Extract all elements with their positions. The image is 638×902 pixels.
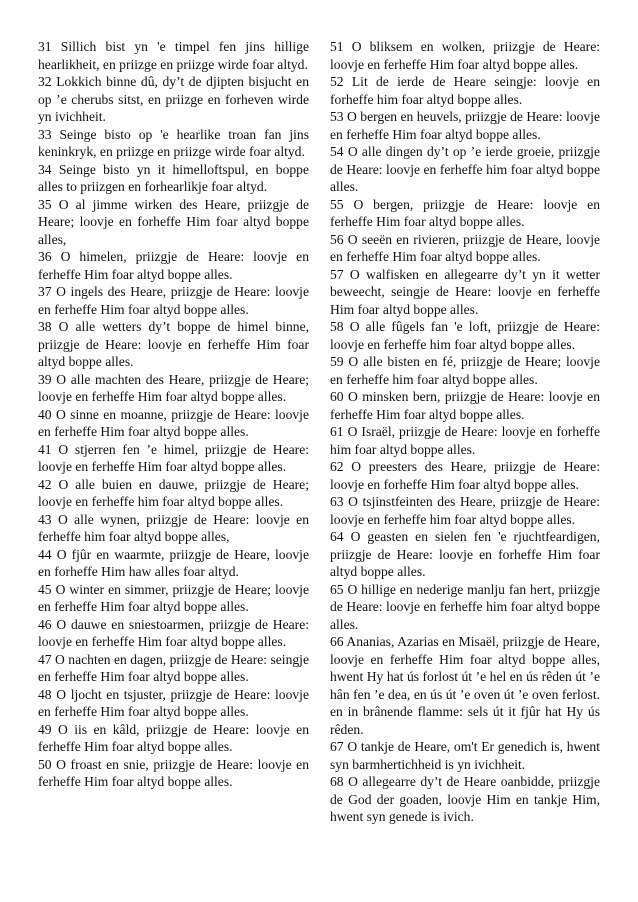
verse-31: 31 Sillich bist yn 'e timpel fen jins hillige hearlikheit, en priizge en priizge wirde foar altyd. xyxy=(38,39,309,72)
verse-54: 54 O alle dingen dy’t op ’e ierde groeie, priizgje de Heare: loovje en ferheffe him foar altyd boppe alles. xyxy=(330,144,600,194)
verse-64: 64 O geasten en sielen fen 'e rjuchtfeardigen, priizgje de Heare: loovje en forheffe Him foar altyd boppe alles. xyxy=(330,529,600,579)
verse-46: 46 O dauwe en sniestoarmen, priizgje de Heare: loovje en ferheffe Him foar altyd boppe alles. xyxy=(38,616,309,649)
verse-39: 39 O alle machten des Heare, priizgje de Heare; loovje en ferheffe Him foar altyd boppe alles. xyxy=(38,371,309,404)
verse-45: 45 O winter en simmer, priizgje de Heare; loovje en ferheffe Him foar altyd boppe alles. xyxy=(38,581,309,614)
verse-34: 34 Seinge bisto yn it himelloftspul, en boppe alles to priizgen en forhearlikje foar altyd. xyxy=(38,161,309,194)
verse-33: 33 Seinge bisto op 'e hearlike troan fan jins keninkryk, en priizge en priizge wirde foar altyd. xyxy=(38,126,309,159)
verse-36: 36 O himelen, priizgje de Heare: loovje en ferheffe Him foar altyd boppe alles. xyxy=(38,249,309,282)
verse-67: 67 O tankje de Heare, om't Er genedich is, hwent syn barmhertichheid is yn ivichheit. xyxy=(330,739,600,772)
verse-51: 51 O bliksem en wolken, priizgje de Heare: loovje en ferheffe Him foar altyd boppe alles. xyxy=(330,39,600,72)
left-column xyxy=(38,38,309,791)
verse-41: 41 O stjerren fen ’e himel, priizgje de Heare: loovje en ferheffe Him foar altyd boppe alles. xyxy=(38,441,309,474)
verse-50: 50 O froast en snie, priizgje de Heare: loovje en ferheffe Him foar altyd boppe alles. xyxy=(38,756,309,789)
verse-32: 32 Lokkich binne dû, dy’t de djipten bisjucht en op ’e cherubs sitst, en priizge en forheven wirde yn ivichheit. xyxy=(38,74,309,124)
verse-56: 56 O seeën en rivieren, priizgje de Heare, loovje en ferheffe Him foar altyd boppe alles. xyxy=(330,231,600,264)
verse-38: 38 O alle wetters dy’t boppe de himel binne, priizgje de Heare: loovje en ferheffe Him foar altyd boppe alles. xyxy=(38,319,309,369)
verse-37: 37 O ingels des Heare, priizgje de Heare: loovje en ferheffe Him foar altyd boppe alles. xyxy=(38,284,309,317)
verse-59: 59 O alle bisten en fé, priizgje de Heare; loovje en ferheffe him foar altyd boppe alles. xyxy=(330,354,600,387)
verse-62: 62 O preesters des Heare, priizgje de Heare: loovje en forheffe Him foar altyd boppe alles. xyxy=(330,459,600,492)
verse-65: 65 O hillige en nederige manlju fan hert, priizgje de Heare: loovje en ferheffe him foar altyd boppe alles. xyxy=(330,581,600,632)
verse-66: 66 Ananias, Azarias en Misaël, priizgje de Heare, loovje en ferheffe Him foar altyd boppe alles, hwent Hy hat ús forlost út ’e hel en ús rêden út ’e hân fen ’e dea, en ús út ’e oven út ’e oven ferlost. en in brânende flamme: sels út it fjûr hat Hy ús rêden. xyxy=(330,634,600,737)
verse-44: 44 O fjûr en waarmte, priizgje de Heare, loovje en forheffe Him haw alles foar altyd. xyxy=(38,546,309,579)
verse-60: 60 O minsken bern, priizgje de Heare: loovje en ferheffe Him foar altyd boppe alles. xyxy=(330,389,600,422)
verse-35: 35 O al jimme wirken des Heare, priizgje de Heare; loovje en forheffe Him foar altyd boppe alles, xyxy=(38,196,309,247)
verse-58: 58 O alle fûgels fan 'e loft, priizgje de Heare: loovje en ferheffe him foar altyd boppe alles. xyxy=(330,319,600,352)
verse-53: 53 O bergen en heuvels, priizgje de Heare: loovje en ferheffe Him foar altyd boppe alles. xyxy=(330,109,600,142)
verse-49: 49 O iis en kâld, priizgje de Heare: loovje en ferheffe Him foar altyd boppe alles. xyxy=(38,721,309,754)
verse-63: 63 O tsjinstfeinten des Heare, priizgje de Heare: loovje en ferheffe him foar altyd boppe alles. xyxy=(330,494,600,527)
verse-61: 61 O Israël, priizgje de Heare: loovje en forheffe him foar altyd boppe alles. xyxy=(330,424,600,457)
verse-42: 42 O alle buien en dauwe, priizgje de Heare; loovje en ferheffe him foar altyd boppe alles. xyxy=(38,476,309,509)
verse-52: 52 Lit de ierde de Heare seingje: loovje en forheffe him foar altyd boppe alles. xyxy=(330,74,600,107)
right-column xyxy=(330,38,600,826)
verse-68: 68 O allegearre dy’t de Heare oanbidde, priizgje de God der goaden, loovje Him en tankje Him, hwent syn genede is ivich. xyxy=(330,774,600,824)
verse-48: 48 O ljocht en tsjuster, priizgje de Heare: loovje en ferheffe Him foar altyd boppe alles. xyxy=(38,686,309,719)
verse-43: 43 O alle wynen, priizgje de Heare: loovje en ferheffe him foar altyd boppe alles, xyxy=(38,511,309,544)
verse-55: 55 O bergen, priizgje de Heare: loovje en ferheffe Him foar altyd boppe alles. xyxy=(330,196,600,229)
verse-47: 47 O nachten en dagen, priizgje de Heare: seingje en ferheffe Him foar altyd boppe alles. xyxy=(38,651,309,684)
verse-57: 57 O walfisken en allegearre dy’t yn it wetter beweecht, seingje de Heare: loovje en ferheffe Him foar altyd boppe alles. xyxy=(330,266,600,317)
verse-40: 40 O sinne en moanne, priizgje de Heare: loovje en ferheffe Him foar altyd boppe alles. xyxy=(38,406,309,439)
